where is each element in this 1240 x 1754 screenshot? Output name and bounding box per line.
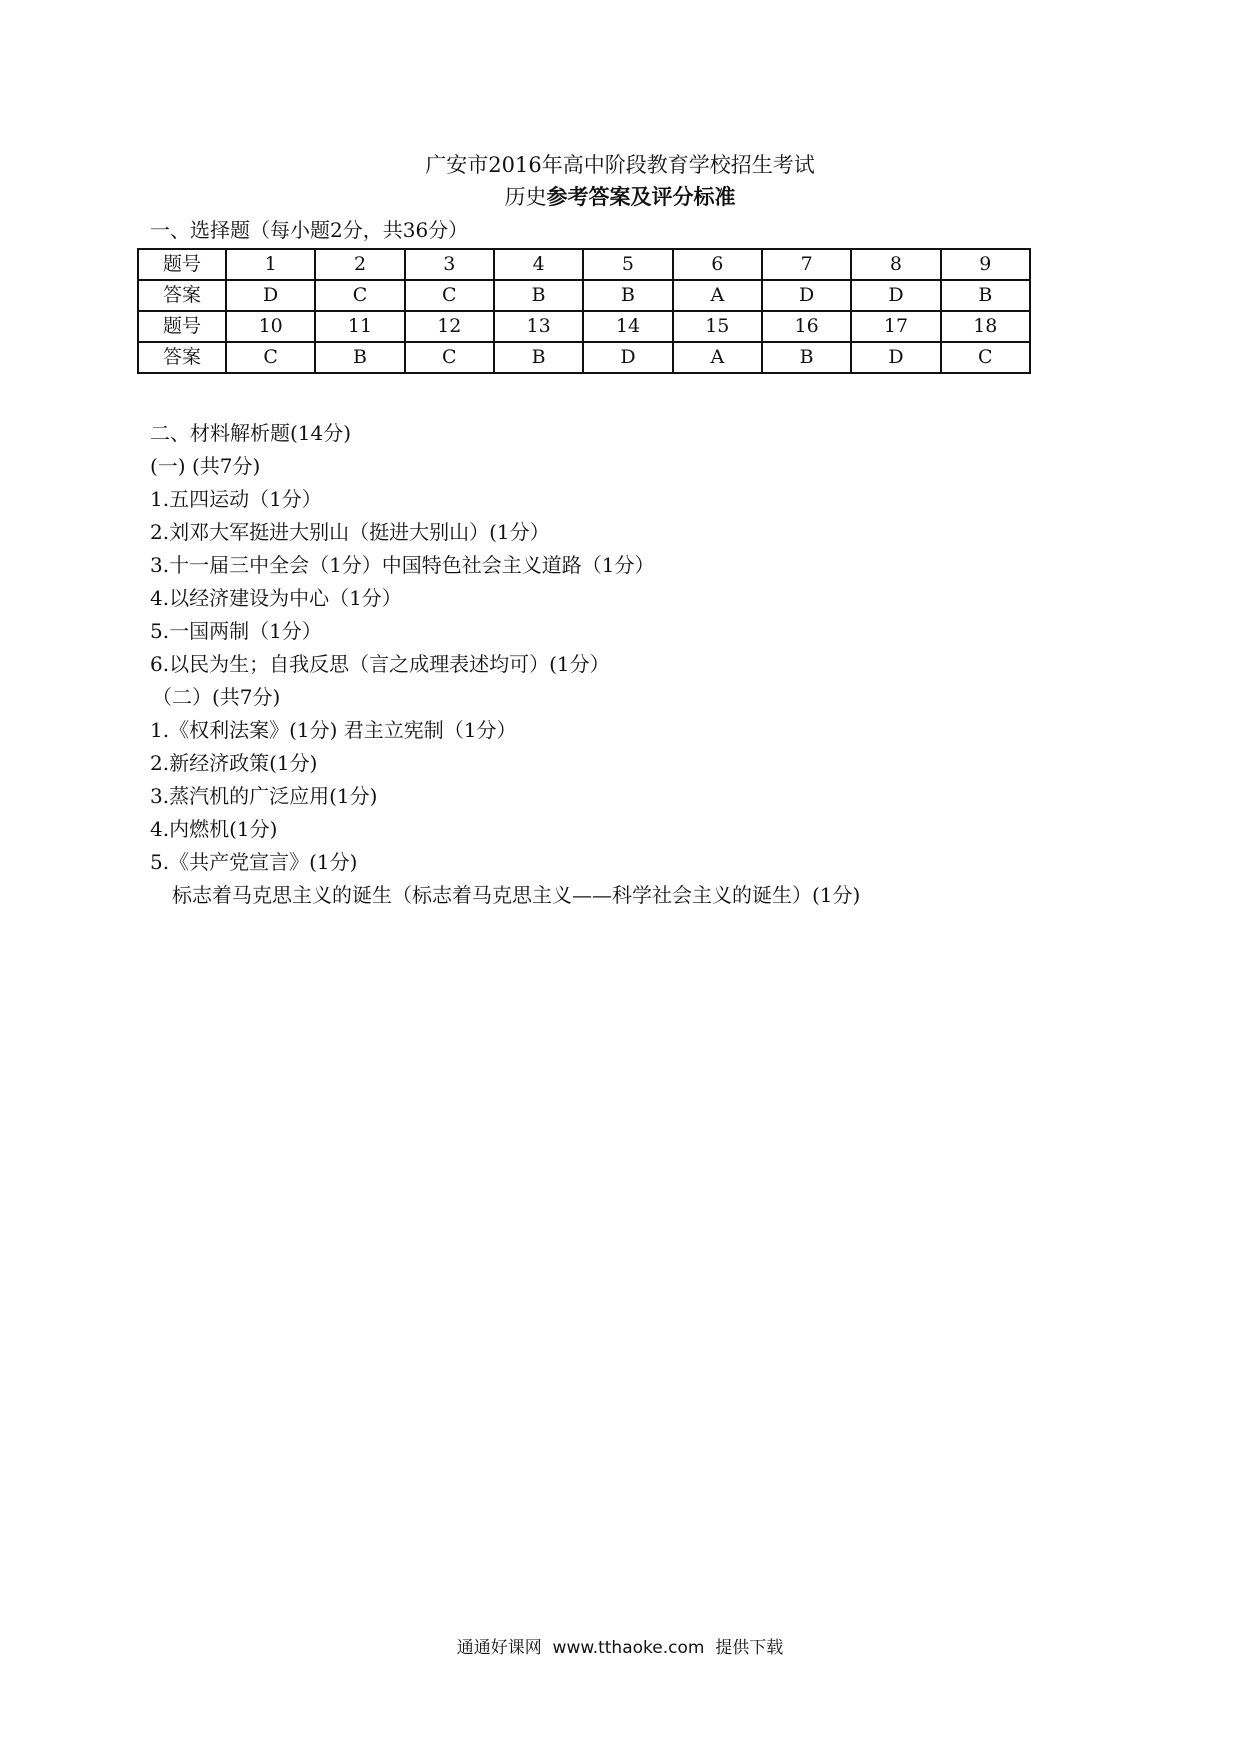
- answer-cell: C: [226, 342, 315, 373]
- row-label: 题号: [138, 311, 226, 342]
- question-number-cell: 18: [941, 311, 1030, 342]
- answer-cell: A: [673, 342, 762, 373]
- question-number-cell: 15: [673, 311, 762, 342]
- answer-cell: C: [405, 280, 494, 311]
- answer-line: 5.《共产党宣言》(1分): [150, 850, 358, 874]
- answer-cell: B: [494, 280, 583, 311]
- question-number-cell: 10: [226, 311, 315, 342]
- answer-cell: B: [583, 280, 672, 311]
- question-number-cell: 2: [315, 249, 404, 280]
- subtitle-subject: 历史: [504, 185, 547, 209]
- answer-line: 3.蒸汽机的广泛应用(1分): [150, 784, 378, 808]
- answer-line: 1.五四运动（1分）: [150, 487, 322, 511]
- section-1-heading: 一、选择题（每小题2分，共36分）: [150, 218, 469, 242]
- answer-row: [138, 280, 1030, 311]
- section-2-heading: 二、材料解析题(14分): [150, 421, 352, 445]
- answer-cell: B: [941, 280, 1030, 311]
- answer-line: 1.《权利法案》(1分) 君主立宪制（1分）: [150, 718, 517, 742]
- answer-line: 3.十一届三中全会（1分）中国特色社会主义道路（1分）: [150, 553, 655, 577]
- answer-cell: B: [315, 342, 404, 373]
- question-number-cell: 5: [583, 249, 672, 280]
- answer-cell: C: [941, 342, 1030, 373]
- question-number-row: [138, 311, 1030, 342]
- question-number-cell: 13: [494, 311, 583, 342]
- answer-line: 6.以民为生；自我反思（言之成理表述均可）(1分）: [150, 652, 610, 676]
- question-number-cell: 16: [762, 311, 851, 342]
- section-2-content: [150, 417, 1150, 912]
- footer-download-note: 通通好课网 www.tthaoke.com 提供下载: [456, 1638, 784, 1658]
- answer-line: 4.以经济建设为中心（1分）: [150, 586, 402, 610]
- question-number-cell: 6: [673, 249, 762, 280]
- row-label: 答案: [138, 280, 226, 311]
- question-number-cell: 9: [941, 249, 1030, 280]
- question-number-row: [138, 249, 1030, 280]
- question-number-cell: 12: [405, 311, 494, 342]
- question-number-cell: 11: [315, 311, 404, 342]
- question-number-cell: 1: [226, 249, 315, 280]
- row-label: 题号: [138, 249, 226, 280]
- question-number-cell: 17: [851, 311, 940, 342]
- answer-cell: D: [851, 342, 940, 373]
- question-number-cell: 4: [494, 249, 583, 280]
- answer-line: 5.一国两制（1分）: [150, 619, 322, 643]
- answer-table: [137, 248, 1031, 374]
- document-subtitle: [0, 184, 1240, 210]
- answer-cell: C: [405, 342, 494, 373]
- answer-cell: B: [762, 342, 851, 373]
- answer-cell: A: [673, 280, 762, 311]
- answer-row: [138, 342, 1030, 373]
- question-number-cell: 8: [851, 249, 940, 280]
- answer-cell: D: [583, 342, 672, 373]
- answer-line: 4.内燃机(1分): [150, 817, 278, 841]
- answer-cell: C: [315, 280, 404, 311]
- answer-cell: D: [851, 280, 940, 311]
- part-1-heading: (一) (共7分): [150, 454, 261, 478]
- answer-line: 2.新经济政策(1分): [150, 751, 318, 775]
- row-label: 答案: [138, 342, 226, 373]
- question-number-cell: 14: [583, 311, 672, 342]
- answer-cell: B: [494, 342, 583, 373]
- answer-cell: D: [762, 280, 851, 311]
- answer-line: 2.刘邓大军挺进大别山（挺进大别山）(1分）: [150, 520, 550, 544]
- question-number-cell: 7: [762, 249, 851, 280]
- subtitle-bold-text: 参考答案及评分标准: [546, 184, 736, 209]
- answer-cell: D: [226, 280, 315, 311]
- question-number-cell: 3: [405, 249, 494, 280]
- document-title: 广安市2016年高中阶段教育学校招生考试: [425, 153, 815, 177]
- part-2-heading: （二）(共7分): [152, 685, 281, 709]
- answer-line-continuation: 标志着马克思主义的诞生（标志着马克思主义——科学社会主义的诞生）(1分): [172, 883, 861, 907]
